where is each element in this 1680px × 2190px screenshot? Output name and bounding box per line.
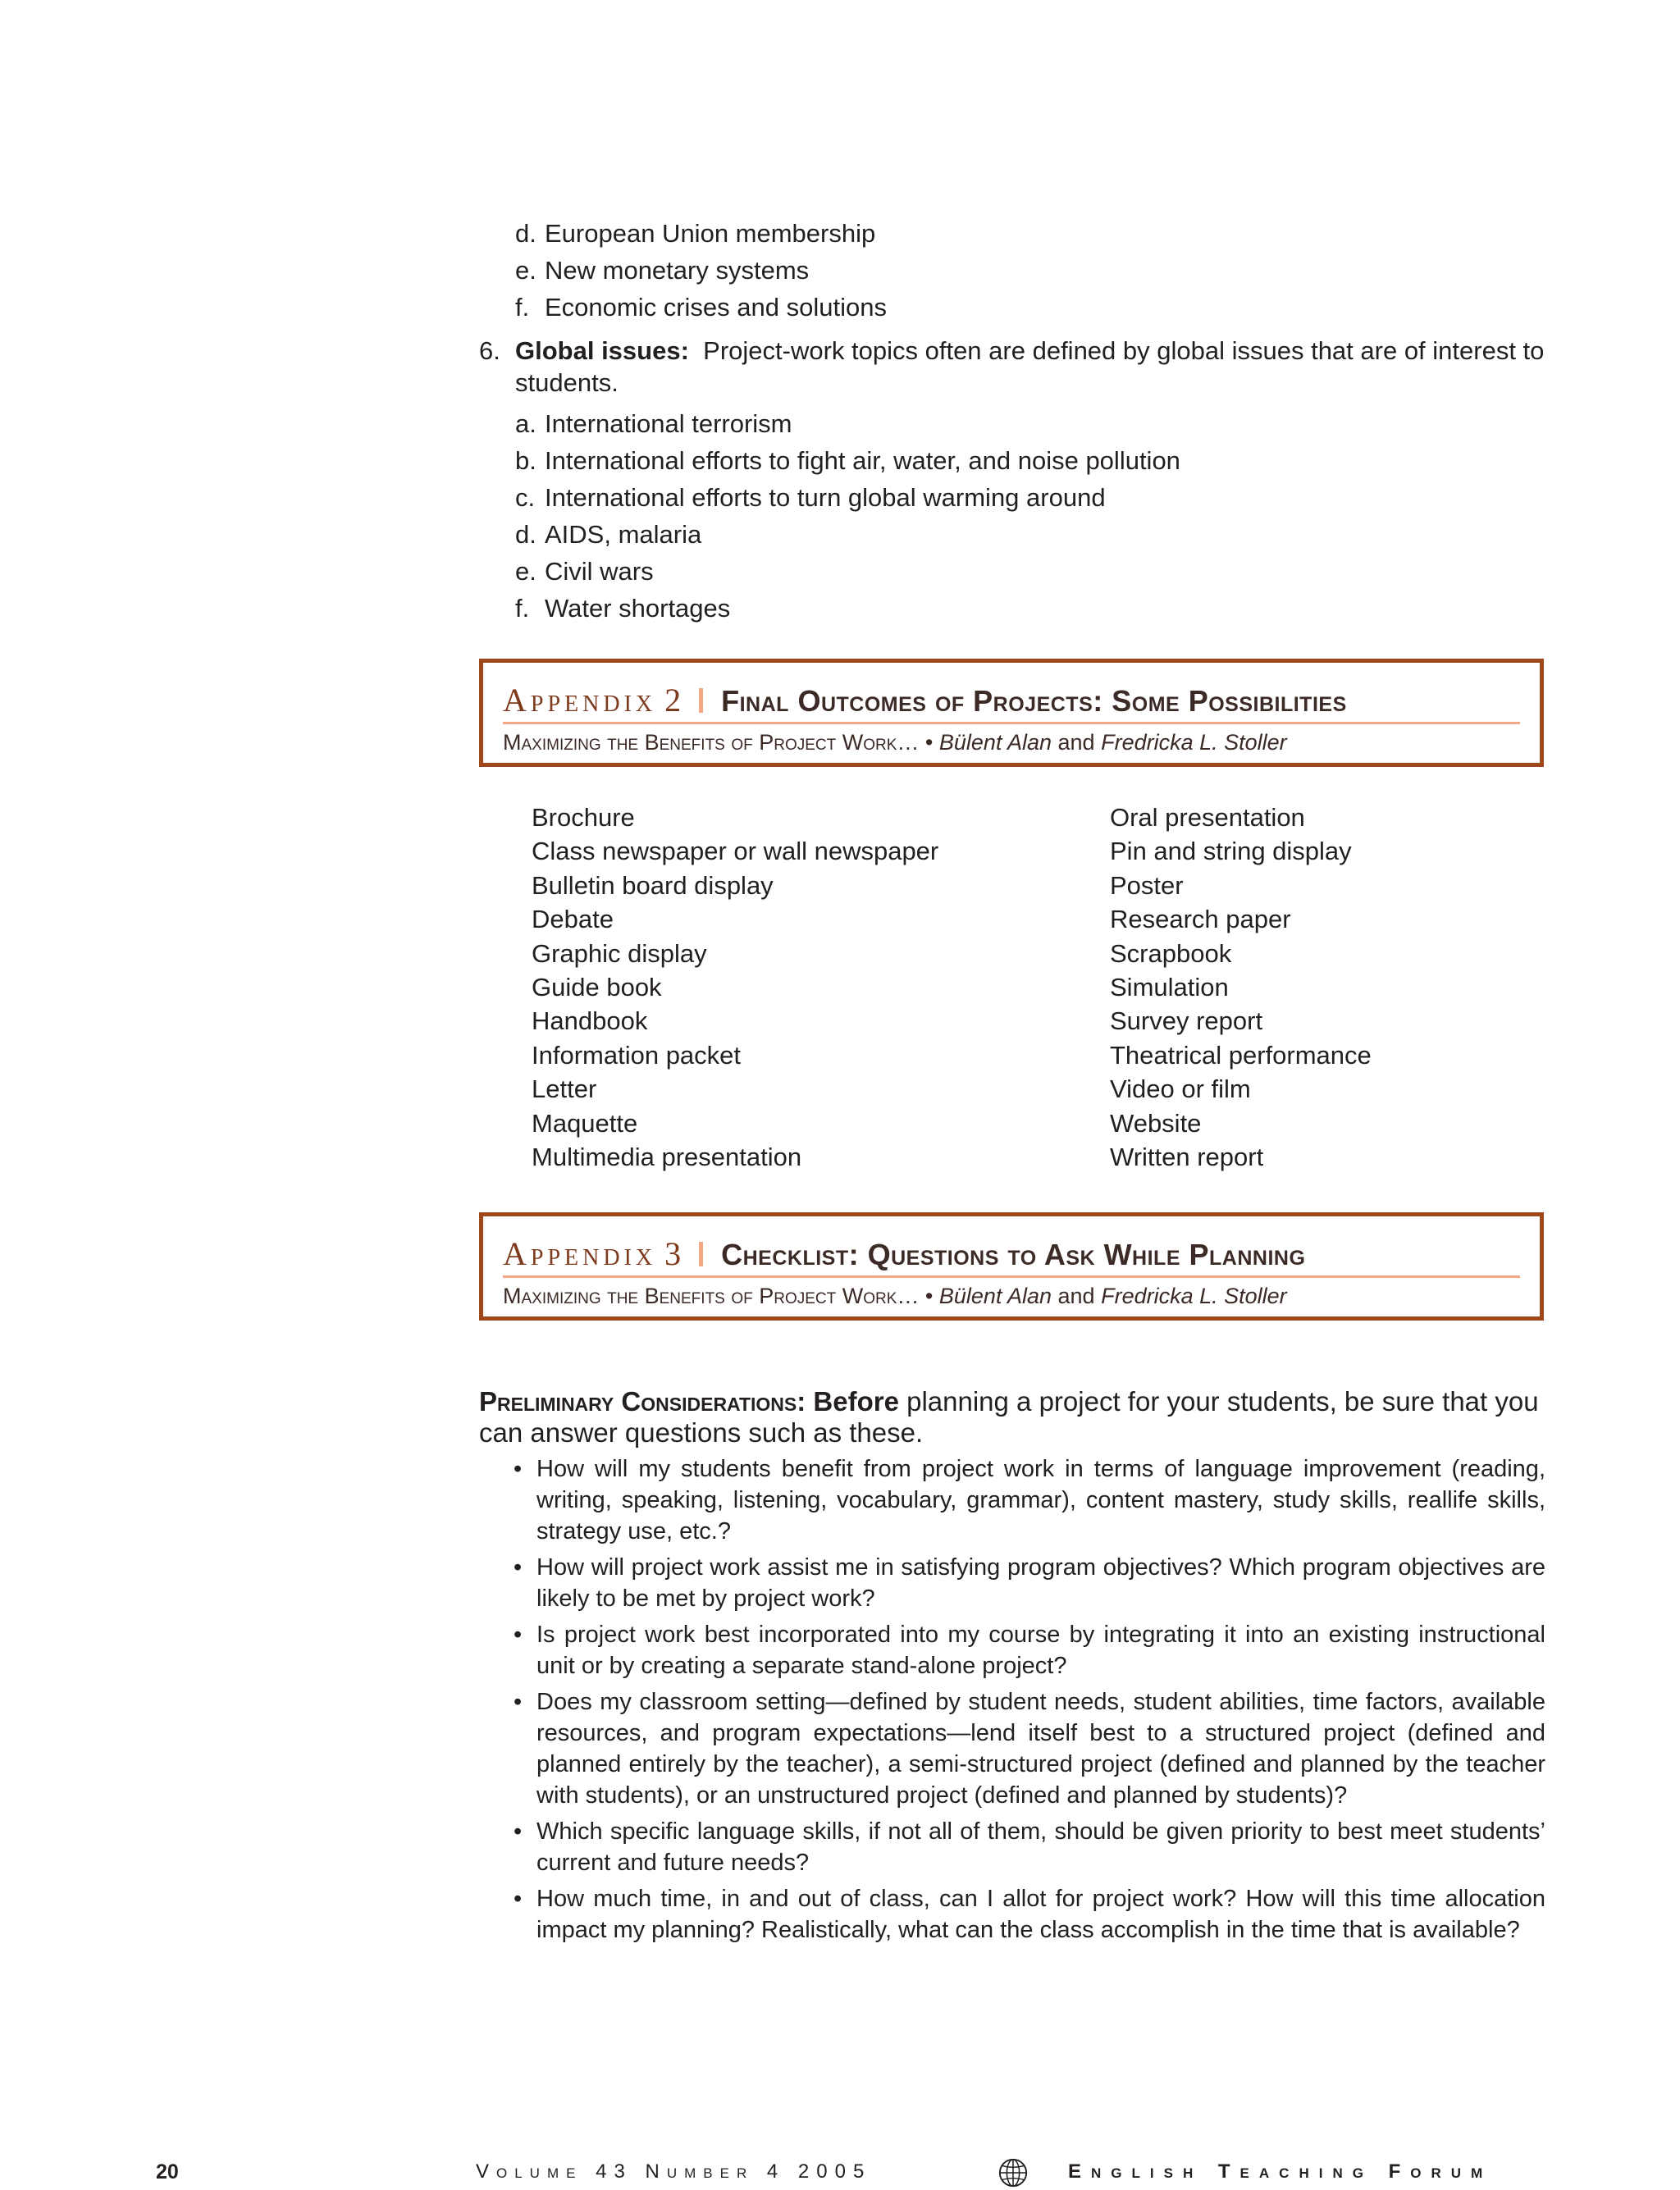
outcome-item: Research paper: [1110, 905, 1291, 934]
checklist-question: • Which specific language skills, if not all of them, should be given priority to best meet students’ current and future needs?: [514, 1816, 1545, 1878]
outcome-item: Information packet: [532, 1040, 742, 1070]
preliminary-lead: Preliminary Considerations: Before planning a project for your students, be sure that you can answer questions such as these.: [479, 1386, 1539, 1448]
appendix-word: Appendix: [503, 682, 657, 719]
list-item: c. International efforts to turn global warming around: [515, 483, 1106, 512]
list-item: d. AIDS, malaria: [515, 520, 702, 549]
appendix-number: 2: [664, 682, 682, 719]
appendix-2-header: [479, 659, 1544, 767]
divider: [699, 1242, 703, 1266]
bullet-icon: •: [514, 1818, 523, 1845]
outcome-item: Class newspaper or wall newspaper: [532, 837, 939, 866]
appendix-byline: Maximizing the Benefits of Project Work… • Bülent Alan and Fredricka L. Stoller: [503, 730, 1287, 755]
list-item: d. European Union membership: [515, 219, 876, 248]
bullet-icon: •: [514, 1554, 523, 1581]
bullet-icon: •: [514, 1886, 523, 1912]
bullet-icon: •: [514, 1456, 523, 1482]
outcome-item: Graphic display: [532, 938, 707, 968]
appendix-3-header: [479, 1212, 1544, 1321]
list-item: f. Economic crises and solutions: [515, 293, 887, 322]
divider: [699, 688, 703, 713]
checklist-question: • How will project work assist me in satisfying program objectives? Which program objectives are likely to be met by project work?: [514, 1552, 1545, 1614]
outcome-item: Handbook: [532, 1006, 648, 1036]
outcome-item: Debate: [532, 905, 614, 934]
page-number: 20: [156, 2160, 179, 2183]
appendix-title: Final Outcomes of Projects: Some Possibilities: [721, 684, 1347, 718]
journal-name: English Teaching Forum: [1068, 2160, 1493, 2183]
checklist-question: • Is project work best incorporated into my course by integrating it into an existing instructional unit or by creating a separate stand-alone project?: [514, 1619, 1545, 1681]
outcomes-left-column: [532, 801, 938, 1174]
outcome-item: Survey report: [1110, 1006, 1263, 1036]
list-item: e. New monetary systems: [515, 256, 810, 285]
bullet-icon: •: [514, 1689, 523, 1715]
outcome-item: Bulletin board display: [532, 870, 774, 900]
economics-list-tail: [479, 215, 1545, 326]
appendix-title: Checklist: Questions to Ask While Planning: [721, 1238, 1306, 1271]
global-issues-heading: 6. Global issues: Project-work topics often are defined by global issues that are of interest to students.: [479, 336, 1545, 397]
outcome-item: Pin and string display: [1110, 837, 1352, 866]
outcome-item: Video or film: [1110, 1074, 1251, 1104]
bullet-icon: •: [514, 1622, 523, 1648]
preliminary-considerations: [479, 1386, 1545, 1950]
outcome-item: Scrapbook: [1110, 938, 1232, 968]
appendix-word: Appendix: [503, 1235, 657, 1272]
outcome-item: Website: [1110, 1108, 1202, 1138]
outcome-item: Maquette: [532, 1108, 638, 1138]
page-footer: [0, 2160, 1680, 2190]
outcome-item: Written report: [1110, 1143, 1264, 1172]
globe-icon: [998, 2157, 1029, 2188]
appendix-number: 3: [664, 1235, 682, 1272]
outcome-item: Multimedia presentation: [532, 1143, 802, 1172]
list-item: f. Water shortages: [515, 594, 731, 623]
list-item: b. International efforts to fight air, water, and noise pollution: [515, 446, 1180, 475]
outcomes-right-column: [1110, 801, 1372, 1174]
list-item: e. Civil wars: [515, 557, 654, 586]
global-issues-section: [479, 335, 1545, 627]
outcome-item: Oral presentation: [1110, 803, 1305, 832]
list-item: a. International terrorism: [515, 409, 792, 438]
volume-info: Volume 43 Number 4 2005: [476, 2160, 872, 2183]
outcome-item: Simulation: [1110, 973, 1229, 1002]
outcome-item: Brochure: [532, 803, 635, 832]
appendix-byline: Maximizing the Benefits of Project Work… • Bülent Alan and Fredricka L. Stoller: [503, 1284, 1287, 1308]
outcome-item: Theatrical performance: [1110, 1040, 1372, 1070]
outcome-item: Letter: [532, 1074, 597, 1104]
outcome-item: Guide book: [532, 973, 662, 1002]
outcome-item: Poster: [1110, 870, 1184, 900]
checklist-question: • How much time, in and out of class, can I allot for project work? How will this time allocation impact my planning? Realistically, what can the class accomplish in the time that is available?: [514, 1883, 1545, 1946]
checklist-question: • Does my classroom setting—defined by student needs, student abilities, time factors, available resources, and program expectations—lend itself best to a structured project (defined and planned entirely by the teacher), a semi-structured project (defined and planned by the teacher with students), or an unstructured project (defined and planned by students)?: [514, 1686, 1545, 1811]
checklist-bullets: [514, 1453, 1545, 1946]
checklist-question: • How will my students benefit from project work in terms of language improvement (reading, writing, speaking, listening, vocabulary, grammar), content mastery, study skills, reallife skills, strategy use, etc.?: [514, 1453, 1545, 1547]
global-issues-list: [515, 405, 1545, 627]
